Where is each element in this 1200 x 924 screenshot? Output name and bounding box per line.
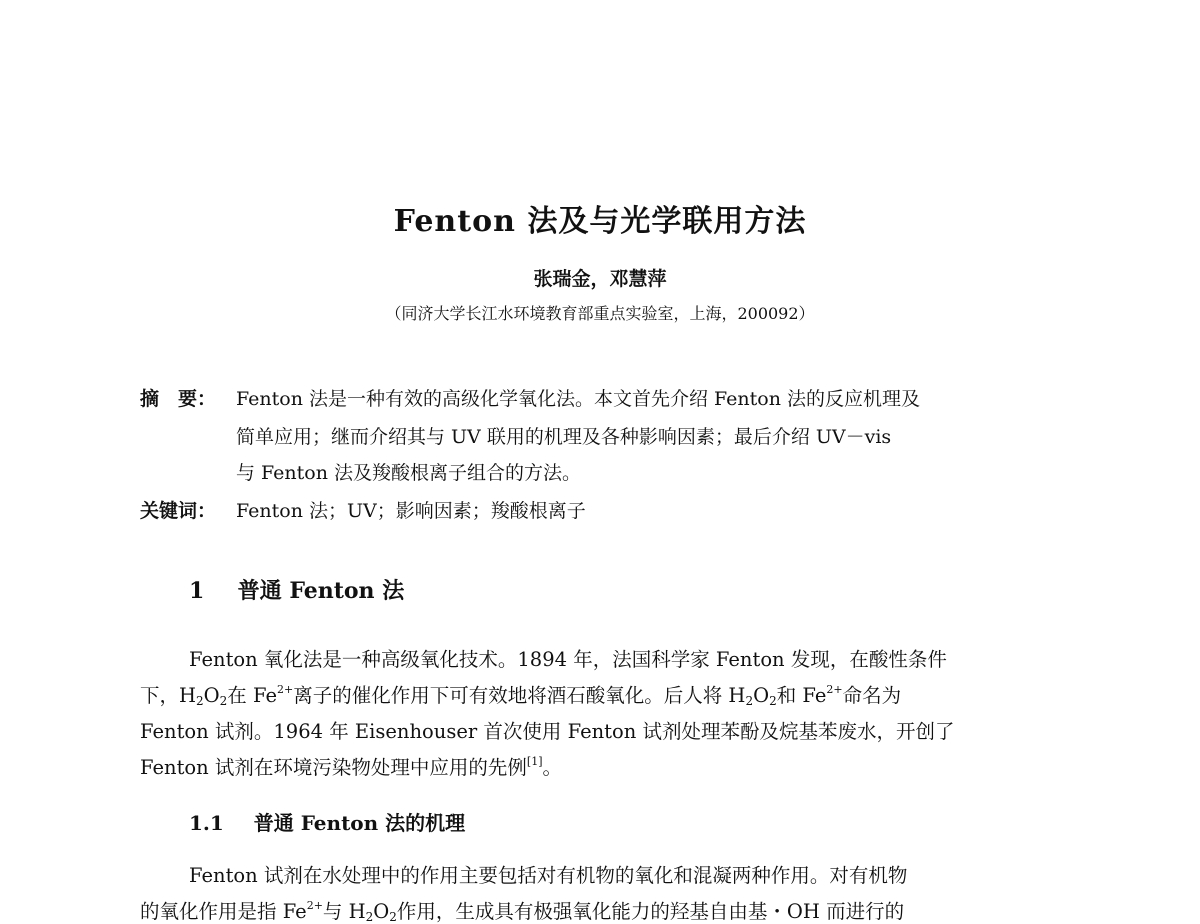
paragraph-line: Fenton 试剂。1964 年 Eisenhouser 首次使用 Fenton 试剂处理苯酚及烷基苯废水，开创了 [140, 720, 955, 743]
abstract-line: Fenton 法是一种有效的高级化学氧化法。本文首先介绍 Fenton 法的反应机理及 [236, 388, 920, 410]
paragraph-line: 的氧化作用是指 $Fe^{2+}$与 $H_2O_2$作用，生成具有极强氧化能力的羟基自由基・OH 而进行的 [140, 899, 905, 924]
keywords-label: 关键词： [140, 500, 217, 522]
subsection-heading [189, 807, 465, 836]
authors: 张瑞金，邓慧萍 [533, 268, 667, 290]
section-title: 普通 Fenton 法 [237, 578, 405, 604]
abstract-label: 摘 要： [140, 388, 217, 410]
subsection-number: 1.1 [189, 811, 224, 835]
paragraph-line: 下，$H_2O_2$在 $Fe^{2+}$离子的催化作用下可有效地将酒石酸氧化。后人将 $H_2O_2$和 $Fe^{2+}$命名为 [140, 683, 902, 708]
section-heading [189, 574, 404, 605]
keywords-text: Fenton 法；UV；影响因素；羧酸根离子 [236, 500, 586, 522]
paragraph-line: Fenton 试剂在环境污染物处理中应用的先例[1]。 [140, 755, 563, 779]
subsection-title: 普通 Fenton 法的机理 [253, 811, 466, 835]
paper-title: Fenton 法及与光学联用方法 [393, 204, 807, 239]
citation-ref: [1] [526, 755, 543, 768]
section-number: 1 [189, 578, 205, 604]
paragraph-line: Fenton 氧化法是一种高级氧化技术。1894 年，法国科学家 Fenton 发现，在酸性条件 [189, 648, 947, 671]
abstract-line: 与 Fenton 法及羧酸根离子组合的方法。 [236, 462, 582, 484]
paragraph-line: Fenton 试剂在水处理中的作用主要包括对有机物的氧化和混凝两种作用。对有机物 [189, 864, 908, 887]
affiliation: （同济大学长江水环境教育部重点实验室，上海，200092） [385, 304, 815, 323]
abstract-line: 简单应用；继而介绍其与 UV 联用的机理及各种影响因素；最后介绍 UV－vis [236, 426, 892, 448]
